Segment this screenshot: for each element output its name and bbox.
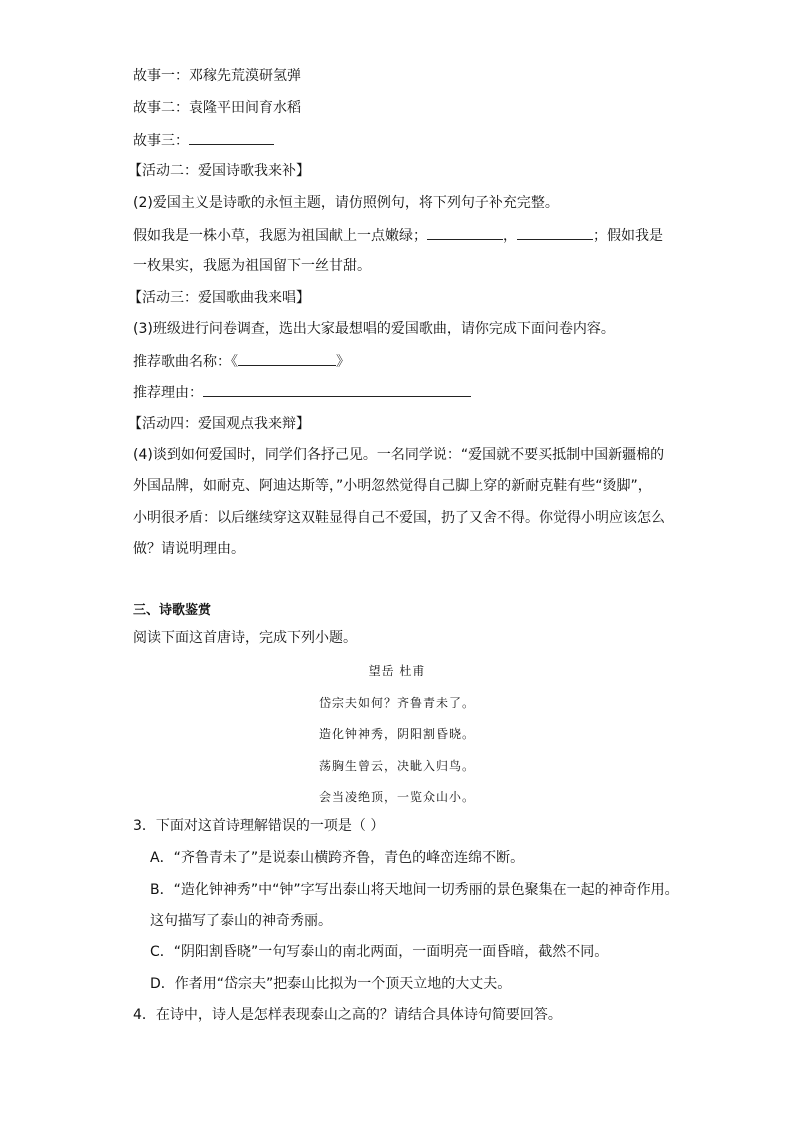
reason-blank[interactable] — [203, 382, 471, 397]
activity-4-line: 小明很矛盾：以后继续穿这双鞋显得自己不爱国，扔了又舍不得。你觉得小明应该怎么 — [133, 510, 665, 526]
song-name-line: 推荐歌曲名称：《 》 — [133, 351, 350, 372]
activity-2-title: 【活动二：爱国诗歌我来补】 — [128, 163, 310, 179]
activity-2-question: (2)爱国主义是诗歌的永恒主题，请仿照例句，将下列句子补充完整。 — [133, 195, 559, 211]
activity-3-question: (3)班级进行问卷调查，选出大家最想唱的爱国歌曲，请你完成下面问卷内容。 — [133, 321, 615, 337]
question-3-option-c[interactable]: C．“阴阳割昏晓”一句写泰山的南北两面，一面明亮一面昏暗，截然不同。 — [150, 944, 609, 960]
answer-blank[interactable] — [517, 225, 593, 240]
activity-4-line: (4)谈到如何爱国时，同学们各抒己见。一名同学说：“爱国就不要买抵制中国新疆棉的 — [133, 447, 665, 463]
activity-2-line-2: 一枚果实，我愿为祖国留下一丝甘甜。 — [133, 258, 371, 274]
question-3-option-b-cont: 这句描写了泰山的神奇秀丽。 — [150, 913, 332, 929]
activity-2-line-1: 假如我是一株小草，我愿为祖国献上一点嫩绿； ， ；假如我是 — [133, 225, 663, 246]
poem-line: 造化钟神秀，阴阳割昏晓。 — [318, 727, 475, 741]
poem-line: 会当凌绝顶，一览众山小。 — [318, 790, 475, 804]
song-name-blank[interactable] — [238, 351, 336, 366]
activity-3-title: 【活动三：爱国歌曲我来唱】 — [128, 290, 310, 306]
poem-line: 荡胸生曾云，决眦入归鸟。 — [318, 759, 475, 773]
story-1: 故事一：邓稼先荒漠研氢弹 — [133, 68, 301, 84]
activity-4-title: 【活动四：爱国观点我来辩】 — [128, 416, 310, 432]
answer-blank[interactable] — [189, 130, 274, 145]
poem-title: 望岳 杜甫 — [368, 664, 426, 678]
question-3-stem: 3．下面对这首诗理解错误的一项是（ ） — [133, 818, 385, 834]
activity-4-line: 做？请说明理由。 — [133, 541, 245, 557]
question-3-option-a[interactable]: A．“齐鲁青未了”是说泰山横跨齐鲁，青色的峰峦连绵不断。 — [150, 850, 525, 866]
question-3-option-d[interactable]: D．作者用“岱宗夫”把泰山比拟为一个顶天立地的大丈夫。 — [150, 976, 512, 992]
story-3: 故事三： — [133, 130, 274, 151]
reason-line: 推荐理由： — [133, 382, 471, 403]
answer-blank[interactable] — [427, 225, 503, 240]
section-heading: 三、诗歌鉴赏 — [133, 603, 212, 618]
question-3-option-b[interactable]: B．“造化钟神秀”中“钟”字写出泰山将天地间一切秀丽的景色聚集在一起的神奇作用。 — [150, 882, 679, 898]
story-2: 故事二：袁隆平田间育水稻 — [133, 100, 301, 116]
question-4-stem: 4．在诗中，诗人是怎样表现泰山之高的？请结合具体诗句简要回答。 — [133, 1007, 562, 1023]
poem-line: 岱宗夫如何？齐鲁青未了。 — [318, 696, 475, 710]
section-intro: 阅读下面这首唐诗，完成下列小题。 — [133, 630, 357, 646]
activity-4-line: 外国品牌，如耐克、阿迪达斯等，”小明忽然觉得自己脚上穿的新耐克鞋有些“烫脚”， — [133, 478, 652, 494]
